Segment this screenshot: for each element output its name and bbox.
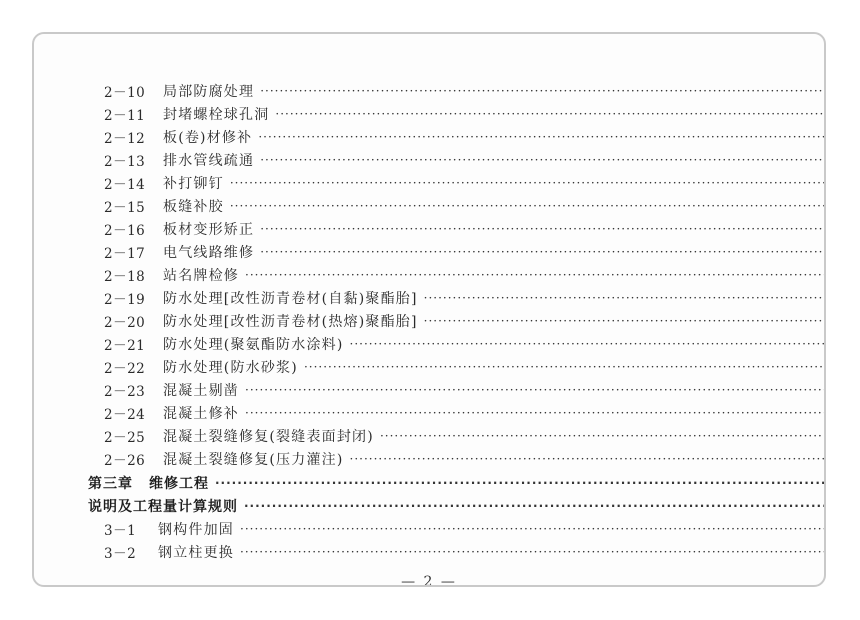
leader-dots [380,429,824,443]
leader-dots [245,383,824,397]
toc-entry-number: 2－20 [104,315,146,331]
toc-entry-title: 钢构件加固 [158,522,234,538]
leader-dots [244,499,824,513]
section-title: 说明及工程量计算规则 [88,499,238,515]
toc-entry[interactable] [104,518,824,540]
leader-dots [350,337,824,351]
leader-dots [240,522,824,536]
chapter-number: 第三章 [88,476,133,492]
toc-entry-title: 排水管线疏通 [163,153,255,169]
toc-entry[interactable] [104,241,824,263]
toc-entry-title: 混凝土修补 [163,406,239,422]
toc-entry-title: 封堵螺栓球孔洞 [163,107,270,123]
toc-entry-number: 2－24 [104,407,146,423]
toc-entry-number: 3－1 [104,523,137,539]
leader-dots [260,153,824,167]
toc-entry[interactable] [104,287,824,309]
leader-dots [260,84,824,98]
toc-entry-title: 防水处理(聚氨酯防水涂料) [163,337,344,353]
toc-entry-title: 补打铆钉 [163,176,224,192]
toc-entry[interactable] [104,195,824,217]
toc-entry-title: 板(卷)材修补 [163,130,253,146]
toc-entry-number: 2－21 [104,338,146,354]
toc-chapter-heading[interactable] [88,472,824,494]
toc-entry[interactable] [104,448,824,470]
leader-dots [245,406,824,420]
toc-entry[interactable] [104,379,824,401]
document-page [32,32,826,587]
toc-entry-title: 板缝补胶 [163,199,224,215]
leader-dots [424,314,824,328]
chapter-title: 维修工程 [149,476,209,492]
toc-entry-number: 2－22 [104,361,146,377]
toc-entry[interactable] [104,333,824,355]
toc-entry-title: 防水处理[改性沥青卷材(自黏)聚酯胎] [163,291,418,307]
toc-entry[interactable] [104,126,824,148]
leader-dots [260,222,824,236]
toc-entry-number: 2－16 [104,223,146,239]
toc-entry-title: 混凝土裂缝修复(压力灌注) [163,452,344,468]
toc-entry-number: 2－17 [104,246,146,262]
toc-entry-title: 钢立柱更换 [158,545,234,561]
toc-entry[interactable] [104,356,824,378]
toc-entry-number: 2－23 [104,384,146,400]
toc-entry[interactable] [104,218,824,240]
toc-entry-title: 防水处理[改性沥青卷材(热熔)聚酯胎] [163,314,418,330]
toc-entry[interactable] [104,149,824,171]
toc-entry-title: 板材变形矫正 [163,222,255,238]
toc-entry[interactable] [104,80,824,102]
toc-entry-number: 2－19 [104,292,146,308]
leader-dots [230,176,824,190]
toc-entry[interactable] [104,264,824,286]
toc-entry-number: 2－14 [104,177,146,193]
toc-entry[interactable] [104,402,824,424]
toc-entry-number: 2－10 [104,85,146,101]
toc-entry[interactable] [104,103,824,125]
toc-entry-number: 2－13 [104,154,146,170]
toc-entry-number: 2－26 [104,453,146,469]
toc-entry[interactable] [104,541,824,563]
toc-entry-title: 电气线路维修 [163,245,255,261]
leader-dots [424,291,824,305]
toc-entry-number: 2－25 [104,430,146,446]
leader-dots [350,452,824,466]
toc-entry-title: 站名牌检修 [163,268,239,284]
toc-entry-title: 混凝土剔凿 [163,383,239,399]
toc-section-heading[interactable] [88,495,824,517]
leader-dots [245,268,824,282]
toc-entry[interactable] [104,310,824,332]
toc-entry-title: 局部防腐处理 [163,84,255,100]
toc-entry[interactable] [104,172,824,194]
toc-entry-number: 2－11 [104,108,146,124]
toc-entry[interactable] [104,425,824,447]
toc-entry-number: 2－18 [104,269,146,285]
leader-dots [258,130,824,144]
leader-dots [275,107,824,121]
leader-dots [304,360,824,374]
leader-dots [260,245,824,259]
page-number: — 2 — [401,574,457,587]
leader-dots [240,545,824,559]
toc-entry-number: 3－2 [104,546,137,562]
leader-dots [230,199,824,213]
toc-entry-title: 防水处理(防水砂浆) [163,360,298,376]
toc-entry-title: 混凝土裂缝修复(裂缝表面封闭) [163,429,374,445]
leader-dots [215,476,824,490]
toc-entry-number: 2－15 [104,200,146,216]
toc-entry-number: 2－12 [104,131,146,147]
